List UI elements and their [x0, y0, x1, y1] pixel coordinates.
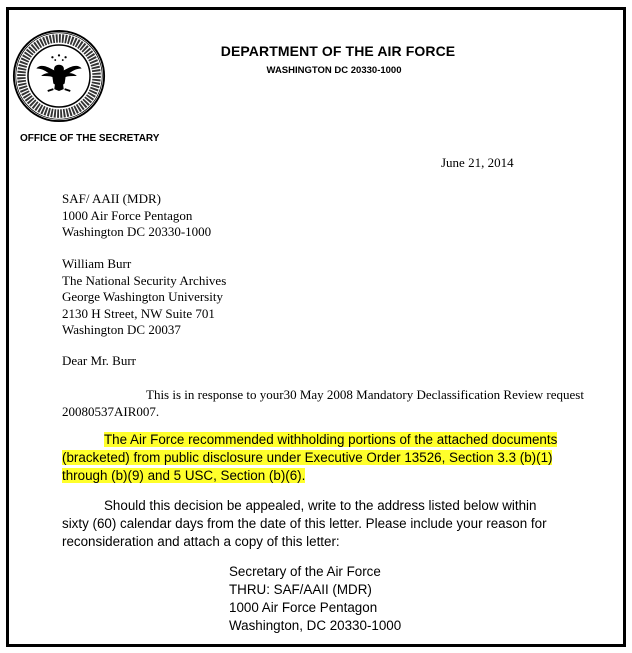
sender-address-line: 1000 Air Force Pentagon	[62, 207, 193, 223]
appeal-address-line: THRU: SAF/AAII (MDR)	[229, 582, 372, 597]
department-title: DEPARTMENT OF THE AIR FORCE	[220, 43, 456, 59]
paragraph-line: Should this decision be appealed, write to the address listed below within	[104, 498, 537, 513]
sender-address-line: Washington DC 20330-1000	[62, 224, 212, 239]
response-paragraph	[62, 387, 592, 420]
appeal-address-line: Washington, DC 20330-1000	[229, 618, 402, 633]
paragraph-line: reconsideration and attach a copy of this letter:	[62, 534, 340, 549]
recipient-address-line: Washington DC 20037	[62, 322, 181, 337]
office-label: OFFICE OF THE SECRETARY	[20, 133, 160, 144]
appeal-address-line: Secretary of the Air Force	[229, 564, 381, 579]
highlighted-line: (bracketed) from public disclosure under Executive Order 13526, Section 3.3 (b)(1)	[62, 450, 553, 465]
sender-address	[62, 191, 211, 241]
appeal-paragraph	[62, 497, 592, 551]
paragraph-line: This is in response to your30 May 2008 Mandatory Declassification Review request	[146, 387, 584, 402]
appeal-address-line: 1000 Air Force Pentagon	[229, 600, 378, 615]
recipient-address-line: 2130 H Street, NW Suite 701	[62, 305, 215, 321]
recipient-address	[62, 256, 226, 339]
recipient-address-line: William Burr	[62, 256, 132, 271]
highlighted-line: through (b)(9) and 5 USC, Section (b)(6).	[62, 468, 306, 483]
paragraph-line: 20080537AIR007.	[62, 403, 160, 419]
withholding-paragraph	[62, 431, 592, 485]
salutation: Dear Mr. Burr	[62, 353, 137, 368]
recipient-address-line: The National Security Archives	[62, 272, 227, 288]
department-location: WASHINGTON DC 20330-1000	[266, 65, 402, 76]
appeal-address	[229, 563, 401, 635]
recipient-address-line: George Washington University	[62, 289, 223, 304]
sender-address-line: SAF/ AAII (MDR)	[62, 191, 161, 206]
letter-date: June 21, 2014	[441, 155, 514, 170]
paragraph-line: sixty (60) calendar days from the date of this letter. Please include your reason for	[62, 516, 547, 531]
highlighted-line: The Air Force recommended withholding portions of the attached documents	[104, 432, 558, 447]
